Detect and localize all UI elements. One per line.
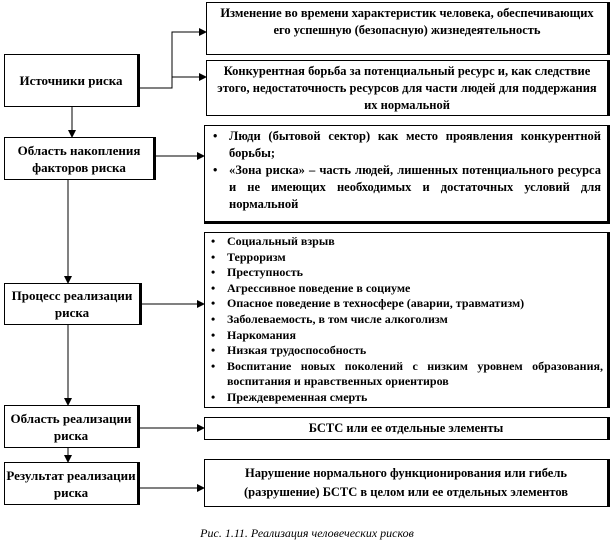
node-risk-result-label: Результат реализации риска <box>6 467 136 500</box>
node-risk-sources-label: Источники риска <box>19 73 123 88</box>
detail-area <box>204 417 610 440</box>
detail-process-item: • Наркомания <box>209 328 603 344</box>
node-risk-process <box>4 283 142 325</box>
detail-sources-2-text: Конкурентная борьба за потенциальный ресурс и, как следствие этого, недостаточность ресурсов для части людей для поддержания их нормальной <box>217 64 597 112</box>
detail-accumulation-item: • «Зона риска» – часть людей, лишенных потенциального ресурса и не имеющих необходимых и достаточных условий для нормальной <box>211 162 601 213</box>
detail-accumulation-item: • Люди (бытовой сектор) как место проявления конкурентной борьбы; <box>211 128 601 162</box>
detail-process-item: • Низкая трудоспособность <box>209 343 603 359</box>
arrow-sources-to-detail-1 <box>140 32 206 88</box>
node-risk-process-label: Процесс реализации риска <box>11 288 133 320</box>
detail-result <box>204 459 610 507</box>
detail-process <box>204 232 610 408</box>
detail-process-item: • Терроризм <box>209 250 603 266</box>
node-risk-result <box>4 462 140 505</box>
detail-sources-1-text: Изменение во времени характеристик человека, обеспечивающих его успешную (безопасную) жизнедеятельность <box>220 6 594 37</box>
node-risk-area-label: Область реализации риска <box>10 410 132 443</box>
node-risk-accumulation <box>4 137 156 180</box>
detail-sources-1 <box>206 2 610 55</box>
detail-process-item: • Воспитание новых поколений с низким уровнем образования, воспитания и нравственных ориентиров <box>209 359 603 390</box>
detail-process-item: • Социальный взрыв <box>209 234 603 250</box>
node-risk-area <box>4 405 140 448</box>
detail-process-item: • Агрессивное поведение в социуме <box>209 281 603 297</box>
detail-process-item: • Опасное поведение в техносфере (аварии, травматизм) <box>209 296 603 312</box>
detail-process-item: • Заболеваемость, в том числе алкоголизм <box>209 312 603 328</box>
figure-caption: Рис. 1.11. Реализация человеческих рисков <box>200 526 414 540</box>
arrow-sources-to-detail-2 <box>140 77 206 88</box>
detail-accumulation <box>204 125 610 224</box>
detail-process-item: • Преждевременная смерть <box>209 390 603 406</box>
detail-process-item: • Преступность <box>209 265 603 281</box>
node-risk-accumulation-label: Область накопления факторов риска <box>17 142 141 175</box>
detail-sources-2 <box>206 60 610 116</box>
detail-result-text: Нарушение нормального функционирования или гибель (разрушение) БСТС в целом или ее отдельных элементов <box>243 466 569 499</box>
node-risk-sources <box>4 54 140 107</box>
detail-area-text: БСТС или ее отдельные элементы <box>308 421 504 435</box>
